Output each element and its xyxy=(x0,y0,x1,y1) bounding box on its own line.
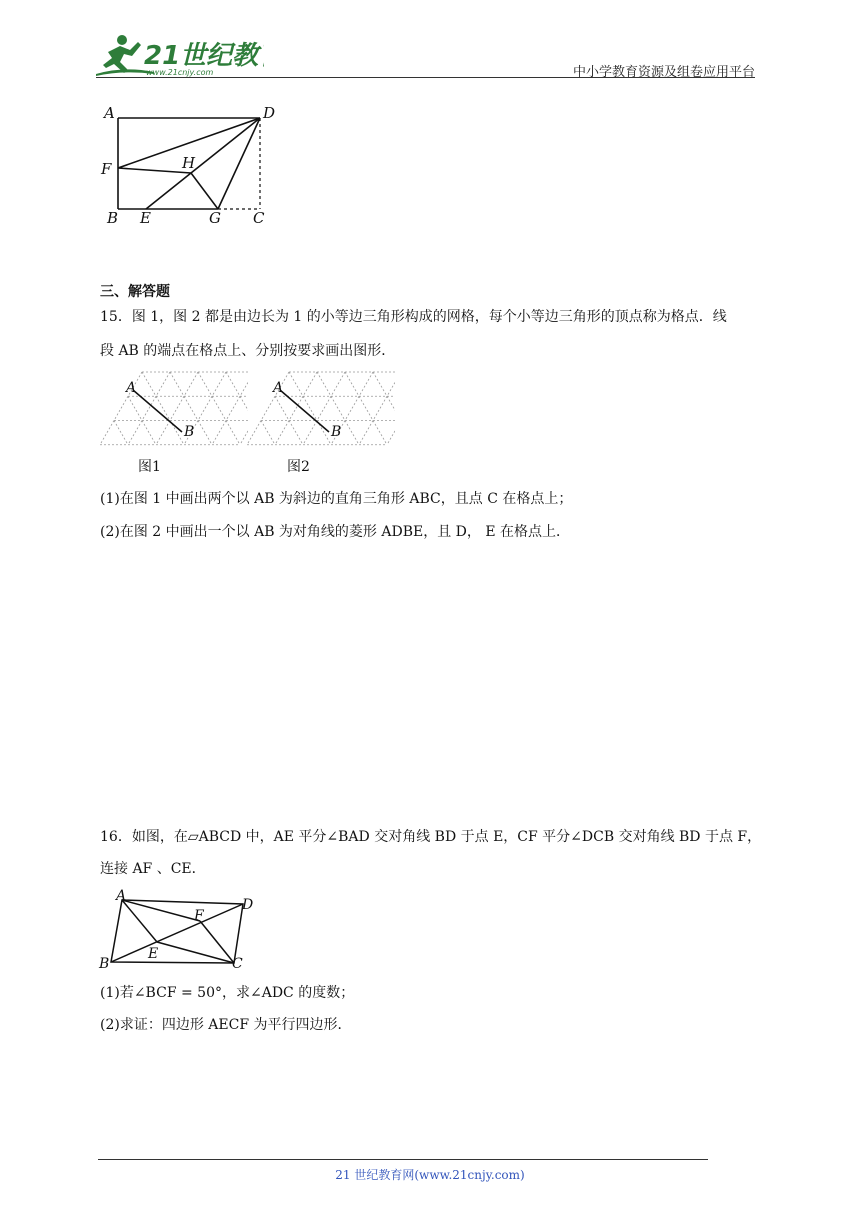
q15-figure-2 xyxy=(245,368,395,480)
q16-figure xyxy=(96,888,266,977)
fig1-point-a: A xyxy=(126,380,137,396)
q15-part2: (2)在图 2 中画出一个以 AB 为对角线的菱形 ADBE，且 D， E 在格点上． xyxy=(100,524,571,540)
label-a: A xyxy=(104,104,115,122)
label-b: B xyxy=(107,209,119,227)
footer-divider xyxy=(98,1159,708,1160)
figure-rectangle-abcd xyxy=(96,100,286,234)
label-e: E xyxy=(140,209,151,227)
fig2-point-a: A xyxy=(273,380,284,396)
fig1-caption: 图1 xyxy=(138,459,161,475)
logo-text: 21世纪教 xyxy=(144,41,259,71)
q16-label-f: F xyxy=(194,908,204,924)
logo-url: www.21cnjy.com xyxy=(146,68,214,77)
q16-line2: 连接 AF 、CE． xyxy=(100,861,206,877)
q15-part1: (1)在图 1 中画出两个以 AB 为斜边的直角三角形 ABC，且点 C 在格点上； xyxy=(100,491,573,507)
q16-label-e: E xyxy=(148,946,159,962)
q15-line2: 段 AB 的端点在格点上、分别按要求画出图形． xyxy=(100,343,396,359)
fig2-point-b: B xyxy=(331,424,342,440)
site-logo xyxy=(94,30,264,80)
fig2-caption: 图2 xyxy=(287,459,310,475)
fig1-point-b: B xyxy=(184,424,195,440)
q16-label-c: C xyxy=(232,956,243,972)
label-d: D xyxy=(263,104,276,122)
q16-label-b: B xyxy=(99,956,110,972)
section-title: 三、解答题 xyxy=(100,284,170,300)
q16-line1: 16．如图，在▱ABCD 中，AE 平分∠BAD 交对角线 BD 于点 E，CF 平分∠DCB 交对角线 BD 于点 F， xyxy=(100,829,762,845)
q16-label-d: D xyxy=(242,897,254,913)
label-f: F xyxy=(101,160,112,178)
footer-text: 21 世纪教育网(www.21cnjy.com) xyxy=(335,1168,525,1182)
platform-name: 中小学教育资源及组卷应用平台 xyxy=(572,65,755,80)
q15-line1: 15．图 1，图 2 都是由边长为 1 的小等边三角形构成的网格，每个小等边三角形的顶点称为格点．线 xyxy=(100,309,727,325)
q15-figure-1 xyxy=(98,368,248,480)
q16-label-a: A xyxy=(116,888,127,904)
label-g: G xyxy=(209,209,221,227)
label-h: H xyxy=(182,154,196,172)
q16-part1: (1)若∠BCF = 50°，求∠ADC 的度数； xyxy=(100,985,355,1001)
q16-part2: (2)求证：四边形 AECF 为平行四边形． xyxy=(100,1017,352,1033)
header-divider xyxy=(96,77,755,78)
label-c: C xyxy=(253,209,265,227)
